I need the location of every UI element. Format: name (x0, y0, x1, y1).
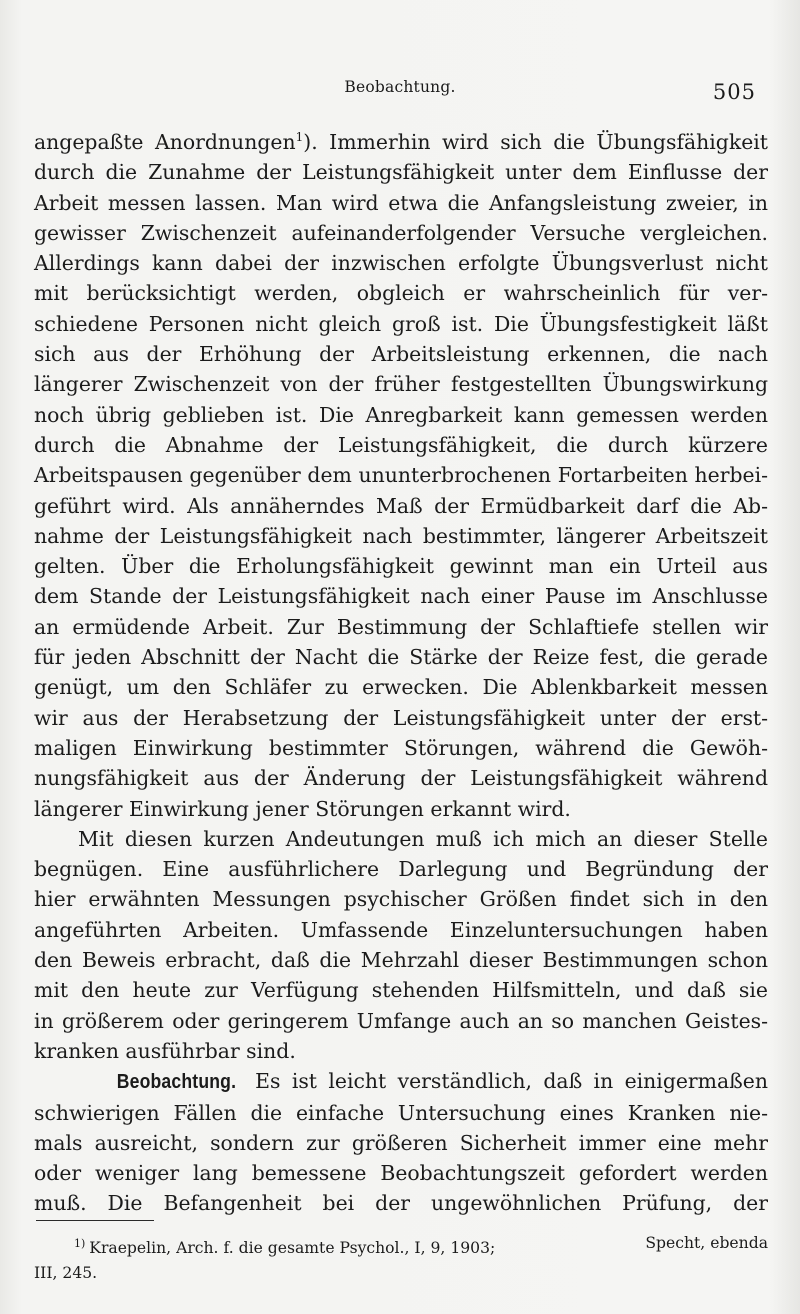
text-line: sich aus der Erhöhung der Arbeitsleistung erkennen, die nach (34, 342, 768, 367)
text-line: nahme der Leistungsfähigkeit nach bestimmter, längerer Arbeitszeit (34, 523, 768, 548)
text-line: noch übrig geblieben ist. Die Anregbarkeit kann gemessen werden (34, 402, 768, 427)
page-number: 505 (712, 80, 756, 104)
text-line: begnügen. Eine ausführlichere Darlegung und Begründung der (34, 857, 768, 882)
text-line: hier erwähnten Messungen psychischer Größen findet sich in den (34, 887, 768, 912)
text-line: in größerem oder geringerem Umfange auch an so manchen Geistes- (34, 1008, 768, 1033)
footnotes (34, 1231, 768, 1286)
text-line: geführt wird. Als annäherndes Maß der Ermüdbarkeit darf die Ab- (34, 493, 768, 518)
text-line: nungsfähigkeit aus der Änderung der Leistungsfähigkeit während (34, 766, 768, 791)
text-line: Allerdings kann dabei der inzwischen erfolgte Übungsverlust nicht (34, 251, 768, 276)
text-line: gelten. Über die Erholungsfähigkeit gewinnt man ein Urteil aus (34, 554, 768, 579)
text-line: schwierigen Fällen die einfache Untersuchung eines Kranken nie- (34, 1100, 768, 1125)
text-line: längerer Zwischenzeit von der früher festgestellten Übungswirkung (34, 372, 768, 397)
text-line: durch die Abnahme der Leistungsfähigkeit, die durch kürzere (34, 432, 768, 457)
text-line: maligen Einwirkung bestimmter Störungen, während die Gewöh- (34, 735, 768, 760)
text-line: kranken ausführbar sind. (34, 1038, 296, 1063)
paragraph-3 (34, 1066, 768, 1218)
footnote-citation: Kraepelin, Arch. f. die gesamte Psychol., I, 9, 1903; (89, 1239, 496, 1257)
footnote-rule (36, 1220, 154, 1221)
text-line: mals ausreicht, sondern zur größeren Sicherheit immer eine mehr (34, 1130, 768, 1155)
text-line: den Beweis erbracht, daß die Mehrzahl dieser Bestimmungen schon (34, 948, 768, 973)
text-line: angeführten Arbeiten. Umfassende Einzeluntersuchungen haben (34, 917, 768, 942)
body-text (34, 122, 768, 1219)
text-line: Beobachtung. Es ist leicht verständlich, daß in einigermaßen (34, 1066, 768, 1097)
running-head (0, 74, 800, 106)
paragraph-2 (34, 824, 768, 1066)
section-heading: Beobachtung. (116, 1071, 237, 1094)
text-line: mit berücksichtigt werden, obgleich er wahrscheinlich für ver- (34, 281, 768, 306)
text-line: gewisser Zwischenzeit aufeinanderfolgender Versuche vergleichen. (34, 220, 768, 245)
text-line: dem Stande der Leistungsfähigkeit nach einer Pause im Anschlusse (34, 584, 768, 609)
text-line: durch die Zunahme der Leistungsfähigkeit unter dem Einflusse der (34, 160, 768, 185)
text-line: muß. Die Befangenheit bei der ungewöhnlichen Prüfung, der (34, 1191, 768, 1216)
running-title: Beobachtung. (344, 78, 456, 96)
text-line: oder weniger lang bemessene Beobachtungszeit gefordert werden (34, 1161, 768, 1186)
footnote-mark: 1) (74, 1237, 86, 1250)
footnote-ref: 1 (295, 130, 304, 144)
text-line: Arbeitspausen gegenüber dem ununterbrochenen Fortarbeiten herbei- (34, 463, 768, 488)
footnote-line (34, 1231, 768, 1261)
text-line: genügt, um den Schläfer zu erwecken. Die Ablenkbarkeit messen (34, 675, 768, 700)
paragraph-1 (34, 122, 768, 824)
footnote-line: III, 245. (34, 1264, 98, 1282)
text-line: an ermüdende Arbeit. Zur Bestimmung der Schlaftiefe stellen wir (34, 614, 768, 639)
text-line: für jeden Abschnitt der Nacht die Stärke der Reize fest, die gerade (34, 645, 768, 670)
text-line: mit den heute zur Verfügung stehenden Hilfsmitteln, und daß sie (34, 978, 768, 1003)
text-line: wir aus der Herabsetzung der Leistungsfähigkeit unter der erst- (34, 705, 768, 730)
text-line: angepaßte Anordnungen$^1$). Immerhin wird sich die Übungsfähigkeit (34, 130, 768, 154)
text-line: schiedene Personen nicht gleich groß ist. Die Übungsfestigkeit läßt (34, 311, 768, 336)
footnote-citation: Specht, ebenda (645, 1234, 768, 1252)
text-line: längerer Einwirkung jener Störungen erkannt wird. (34, 796, 571, 821)
text-line: Arbeit messen lassen. Man wird etwa die Anfangsleistung zweier, in (34, 190, 768, 215)
text-line: Mit diesen kurzen Andeutungen muß ich mich an dieser Stelle (78, 826, 768, 851)
